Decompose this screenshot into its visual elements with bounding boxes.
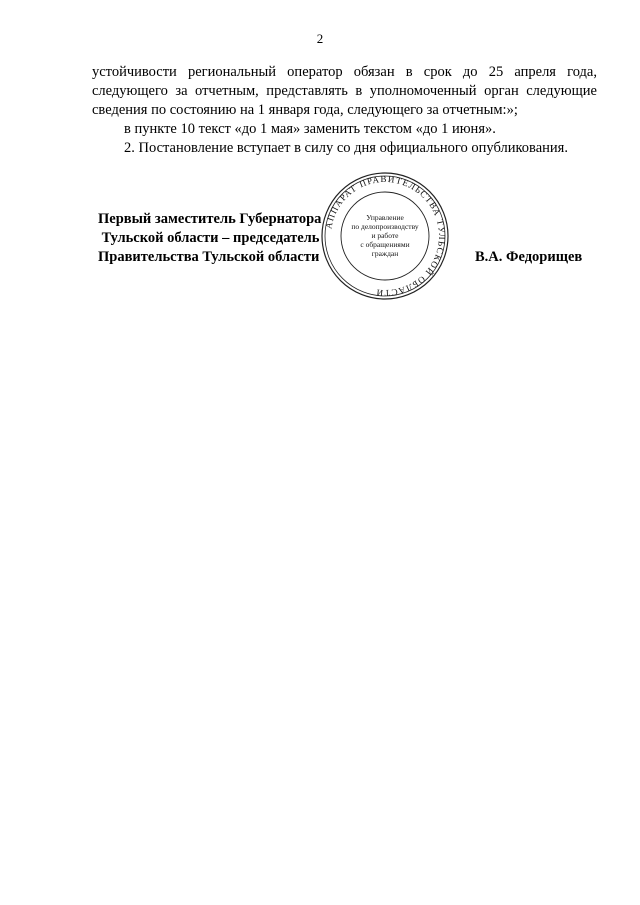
seal-ring-text: АППАРАТ ПРАВИТЕЛЬСТВА ТУЛЬСКОЙ ОБЛАСТИ bbox=[323, 173, 448, 299]
body-line: сведения по состоянию на 1 января года, следующего за отчетным:»; bbox=[92, 102, 518, 118]
official-seal bbox=[319, 170, 451, 302]
seal-center-line: граждан bbox=[371, 249, 399, 258]
seal-center-line: с обращениями bbox=[360, 240, 410, 249]
seal-center-line: Управление bbox=[366, 213, 404, 222]
body-line: устойчивости региональный оператор обязан в срок до 25 апреля года, bbox=[92, 64, 597, 80]
signatory-name: В.А. Федорищев bbox=[475, 249, 583, 265]
signatory-title-line: Правительства Тульской области bbox=[98, 249, 320, 265]
signatory-title bbox=[98, 210, 321, 267]
body-line: 2. Постановление вступает в силу со дня официального опубликования. bbox=[124, 140, 568, 156]
seal-center-line: и работе bbox=[371, 231, 399, 240]
seal-center-line: по делопроизводству bbox=[351, 222, 419, 231]
signatory-title-line: Тульской области – председатель bbox=[98, 230, 320, 246]
page-number: 2 bbox=[316, 31, 324, 46]
body-line: следующего за отчетным, представлять в уполномоченный орган следующие bbox=[92, 83, 597, 99]
body-line: в пункте 10 текст «до 1 мая» заменить текстом «до 1 июня». bbox=[124, 121, 496, 137]
body-text bbox=[92, 63, 597, 158]
signatory-title-line: Первый заместитель Губернатора bbox=[98, 211, 322, 227]
